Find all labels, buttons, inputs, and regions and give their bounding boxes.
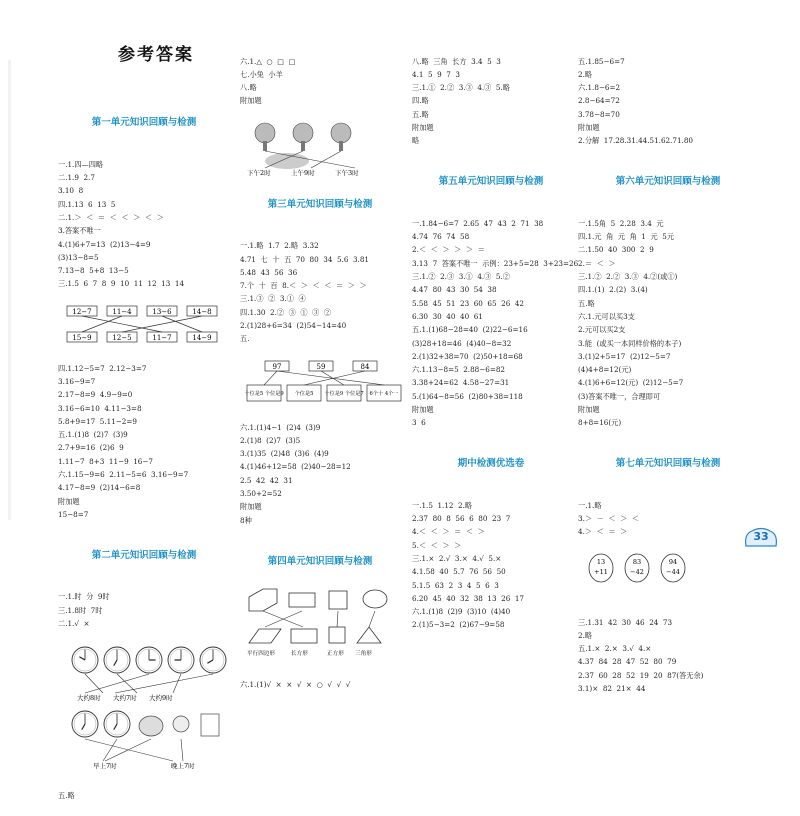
shape-caption: 长方形 [290,650,308,657]
number-label: 97 [272,362,282,371]
section-heading-unit5: 第五单元知识回顾与检测 [438,176,544,188]
answer-line: 2.略 [578,630,593,640]
answer-line: 2.8−64=72 [578,96,620,106]
answer-line: 3.10 8 [58,186,84,196]
col4-block4 [578,616,758,696]
answer-line: 五.1.× 2.× 3.√ 4.× [578,644,652,654]
col2-block2 [240,239,400,345]
clock-caption: 晚上7时 [170,761,195,770]
col3-block3 [412,499,570,632]
sun-icon [173,716,189,732]
answer-line: 三.1.② 2.② 3.③ 4.②(或①) [578,272,678,282]
answer-line: 八.略 三角 长方 3.4 5 3 [412,56,501,66]
page-title: 参考答案 [118,45,194,65]
answer-line: 4.(1)6+6=12(元) (2)12−5=7 [578,378,684,388]
cuboid-icon [289,593,315,607]
answer-line: (3)答案不唯一，合理即可 [578,391,661,401]
answer-line: 5.1.5 63 2 3 4 5 6 3 [412,580,499,590]
shape-caption: 正方形 [326,650,344,657]
answer-line: 四.1.12−5=7 2.12−3=7 [58,363,147,373]
answer-line: 4.1 5 9 7 3 [412,69,460,79]
cylinder-icon [363,590,387,608]
answer-line: 2.＝ ＜ ＞ [578,258,616,268]
clock-figure-2 [63,708,233,772]
matching-line [122,316,202,332]
circle-number: 83 [632,557,641,566]
circle-figure [583,552,753,598]
answer-line: 4.(1)46+12=58 (2)40−28=12 [240,462,351,472]
answer-line: 附加题 [58,496,80,506]
answer-line: 四.1.13 6 13 5 [58,199,116,209]
col1-block3 [58,590,230,630]
answer-line: 2.(1)8 (2)7 (3)5 [240,435,301,445]
cube-icon [329,591,347,609]
answer-line: 六.1.(1)4−1 (2)4 (3)9 [240,422,321,432]
answer-line: 3.16−6=10 4.11−3=8 [58,403,142,413]
answer-line: 一.1.5角 5 2.28 3.4 元 [578,218,664,228]
answer-line: 7.13−8 5+8 13−5 [58,266,129,276]
expression-label: 13−6 [151,308,172,317]
matching-line [103,739,117,761]
answer-line: 5.8+9=17 5.11−2=9 [58,416,137,426]
answer-line: 3.13 7 答案不唯一 示例：23+5=28 3+23=26 [412,258,579,268]
answer-line: 附加题 [412,123,434,133]
answer-line: 3.16−9=7 [58,376,96,386]
answer-line: 3.能 (或买一本同样价格的本子) [578,338,682,348]
tree-icon [293,123,313,143]
answer-line: 一.1.时 分 9时 [58,592,110,602]
answer-line: 八.略 [240,83,257,93]
answer-line: 二.1.50 40 300 2 9 [578,245,654,255]
answer-line: 六.1.8−6=2 [578,83,621,93]
expression-label: 11−7 [151,334,172,343]
col4-block3 [578,499,758,539]
section-heading-unit2: 第二单元知识回顾与检测 [91,549,197,561]
answer-line: 六.1.(1)√ × × √ × ○ √ √ √ [240,680,351,690]
answer-line: 2.37 80 8 56 6 80 23 7 [412,514,511,524]
answer-line: 4.71 七 十 五 70 80 34 5.6 3.81 [240,254,369,264]
tree-trunk [339,141,343,151]
answer-line: 四.1.30 2.② ③ ① ③ ② [240,307,332,317]
clock-caption: 大约9时 [148,693,173,702]
answer-line: 3.78−8=70 [578,109,620,119]
answer-line: 六.1.(1)8 (2)9 (3)10 (4)40 [412,607,511,617]
answer-line: 2.＜ ＜ ＞ ＞ ＞ ＝ [412,245,485,255]
tree-caption: 下午3时 [334,169,359,178]
column-4 [578,28,758,694]
section-heading-unit4: 第四单元知识回顾与检测 [267,555,373,567]
answer-line: 4.＜ ＜ ＞ ＝ ＜ ＞ [412,527,485,537]
answer-line: 三.1.② 2.③ 3.① 4.③ 5.② [412,272,510,282]
answer-line: 附加题 [412,405,434,415]
answer-line: 2.略 [578,69,593,79]
matching-line [105,739,151,761]
answer-line: 4.＞ ＜ ＝ ＞ [578,527,628,537]
matching-line [173,674,181,693]
parallelogram-icon [249,629,281,643]
col4-block2 [578,217,758,430]
circle-number: +11 [593,567,608,576]
answer-line: 一.1.84−6=7 2.65 47 43 2 71 38 [412,218,544,228]
description-label: 十位是5 个位是9 [243,390,284,397]
col1-block1 [58,158,230,291]
answer-line: 3.50+2=52 [240,489,282,499]
col3-block2 [412,217,579,430]
tree-icon [255,123,275,143]
answer-line: 二.1.9 2.7 [58,173,95,183]
answer-line: 7.个 十 百 8.＜ ＞ ＜ ＜ ＝ ＞ ＞ [240,281,367,291]
page-number-badge [742,526,780,548]
col2-block3 [240,421,400,527]
answer-line: 3.38+24=62 4.58−27=31 [412,378,510,388]
picture-icon [201,714,219,736]
answer-line: 3.1)× 82 21× 44 [578,684,646,694]
answer-line: 附加题 [240,96,262,106]
matching-line [277,371,384,385]
answer-line: 六.1.元可以买3支 [578,311,635,321]
description-label: 个位是5 [294,390,314,397]
answer-line: 2.(1)5−3=2 (2)67−9=58 [412,620,505,630]
answer-line: 2.分解 17.28.31.44.51.62.71.80 [578,136,693,146]
answer-line: (4)4+8=12(元) [578,365,632,375]
answer-line: 一.1.四—四略 [58,159,104,169]
clock-caption: 大约7时 [112,693,137,702]
answer-line: 六.1.13−8=5 2.88−6=82 [412,365,506,375]
column-2 [240,28,400,690]
answer-line: 六.1.△ ○ □ □ [240,56,296,66]
number-label: 84 [360,362,370,371]
answer-line: 3 6 [412,418,426,428]
answer-line: 2.5 42 42 31 [240,475,293,485]
section-heading-unit6: 第六单元知识回顾与检测 [615,176,721,188]
answer-line: 4.47 80 43 30 54 38 [412,285,497,295]
answer-line: 五.略 [578,298,595,308]
col3-block1 [412,55,570,148]
answer-line: 一.1.略 [578,500,602,510]
answer-line: 4.(1)6+7=13 (2)13−4=9 [58,239,151,249]
page-number: 33 [753,530,769,543]
shapes-figure [245,583,405,661]
matching-figure [63,304,233,344]
matching-line [162,316,202,332]
section-heading-unit1: 第一单元知识回顾与检测 [91,117,197,129]
answer-line: 2.37 60 28 52 19 20 87(答无余) [578,670,704,680]
shape-caption: 平行四边形 [246,650,275,657]
rectangle-icon [291,629,317,643]
matching-line [337,611,338,627]
shape-caption: 三角形 [354,650,372,657]
matching-line [82,316,122,332]
answer-line: 七.小兔 小羊 [240,69,283,79]
col4-block1 [578,55,758,148]
matching-line [82,316,162,332]
answer-line: 六.1.15−9=6 2.11−5=6 3.16−9=7 [58,470,189,480]
expression-label: 15−9 [71,334,92,343]
answer-line: 三.1.③ ② 3.① ④ [240,294,306,304]
answer-line: 4.74 76 74 58 [412,232,470,242]
answer-line: 2.7+9=16 (2)6 9 [58,443,124,453]
answer-line: (3)28+18=46 (4)40−8=32 [412,338,512,348]
tree-caption: 下午2时 [246,169,271,178]
expression-label: 14−8 [191,308,212,317]
expression-label: 12−5 [111,334,132,343]
circle-number: 13 [596,557,605,566]
answer-line: 4.17−8=9 (2)14−6=8 [58,483,141,493]
answer-line: 3.(1)35 (2)48 (3)6 (4)9 [240,449,329,459]
box-matching-figure [245,359,405,403]
pumpkin-icon [139,716,163,736]
answer-line: 附加题 [578,405,600,415]
answer-line: 五.略 [58,791,75,801]
col2-block4 [240,678,400,691]
answer-line: 五.1.(1)68−28=40 (2)22−6=16 [412,325,528,335]
col1-block2 [58,362,230,522]
circle-number: −44 [665,567,680,576]
answer-line: 5.(1)64−8=56 (2)80+38=118 [412,391,523,401]
cube-icon [249,589,277,611]
matching-line [181,739,183,761]
matching-line [369,611,375,627]
circle-number: −42 [629,567,644,576]
matching-line [117,674,137,693]
tree-icon [331,123,351,143]
clock-figure [63,644,233,704]
answer-line: 6.20 45 40 32 38 13 26 17 [412,593,525,603]
expression-label: 14−9 [191,334,212,343]
column-1 [58,28,230,801]
matching-line [85,739,173,761]
answer-line: 4.1.58 40 5.7 76 56 50 [412,567,506,577]
page-edge [8,60,11,520]
answer-line: 附加题 [578,123,600,133]
answer-line: 五. [240,334,250,344]
section-heading-midterm: 期中检测优选卷 [457,458,525,470]
answer-line: 3.(1)2+5=17 (2)12−5=7 [578,351,671,361]
circle-number: 94 [668,557,677,566]
answer-line: 附加题 [240,502,262,512]
answer-line: 3.＞ － ＜ ＞ ＜ [578,514,640,524]
answer-line: 5.58 45 51 23 60 65 26 42 [412,298,525,308]
answer-line: 8+8=16(元) [578,418,622,428]
tree-figure [245,121,405,179]
answer-line: 2.元可以买2支 [578,325,626,335]
col2-block1 [240,55,400,108]
answer-line: 五.1.85−6=7 [578,56,625,66]
answer-line: 5.48 43 56 36 [240,267,298,277]
description-label: 6个十 4个一 [369,390,399,397]
answer-line: 一.1.略 1.7 2.略 3.32 [240,241,319,251]
section-heading-unit3: 第三单元知识回顾与检测 [267,198,373,210]
number-label: 59 [316,362,326,371]
tree-caption: 上午9时 [290,169,315,178]
triangle-icon [357,627,381,643]
matching-line [85,674,149,693]
matching-line [115,674,213,693]
column-3 [412,28,579,630]
answer-line: 三.1.8时 7时 [58,605,103,615]
answer-line: 6.30 30 40 40 61 [412,311,483,321]
answer-line: 2.(1)32+38=70 (2)50+18=68 [412,351,523,361]
col1-block4 [58,789,230,802]
answer-line: 5.＜ ＜ ＞ ＞ [412,540,462,550]
tree-trunk [263,141,267,151]
description-label: 十位是9 个位是7 [323,390,364,397]
answer-line: 1.11−7 8+3 11−9 16−7 [58,456,153,466]
answer-line: 五.1.(1)8 (2)7 (3)9 [58,430,128,440]
answer-line: 二.1.√ × [58,618,90,628]
answer-line: 五.略 [412,109,429,119]
answer-line: 三.1.× 2.√ 3.× 4.√ 5.× [412,553,502,563]
answer-line: 4.37 84 28 47 52 80 79 [578,657,677,667]
expression-label: 12−7 [71,308,92,317]
answer-line: 三.1.5 6 7 8 9 10 11 12 13 14 [58,279,185,289]
answer-line: 二.1.＞ ＜ ＝ ＜ ＜ ＞ ＜ ＞ [58,212,164,222]
matching-line [311,151,341,168]
answer-line: 一.1.5 1.12 2.略 [412,500,473,510]
answer-line: 三.1.31 42 30 46 24 73 [578,617,673,627]
answer-line: 三.1.① 2.② 3.③ 4.③ 5.略 [412,83,510,93]
square-icon [329,627,345,643]
answer-line: 四.略 [412,96,429,106]
answer-line: 略 [412,136,420,146]
section-heading-unit7: 第七单元知识回顾与检测 [615,458,721,470]
expression-label: 11−4 [111,308,132,317]
matching-line [304,371,365,385]
answer-line: 8种 [240,515,252,525]
answer-line: 四.1.元 角 元 角 1 元 5元 [578,232,675,242]
clock-caption: 早上7时 [92,761,117,770]
answer-line: 2.(1)28+6=34 (2)54−14=40 [240,321,347,331]
matching-line [264,371,277,385]
tree-trunk [301,141,305,151]
answer-line: 15−8=7 [58,509,89,519]
answer-line: 3.答案不唯一 [58,226,101,236]
answer-line: (3)13−8=5 [58,252,99,262]
answer-line: 四.1.(1) 2.(2) 3.(4) [578,285,648,295]
answer-line: 2.17−8=9 4.9−9=0 [58,390,133,400]
clock-caption: 大约8时 [76,693,101,702]
